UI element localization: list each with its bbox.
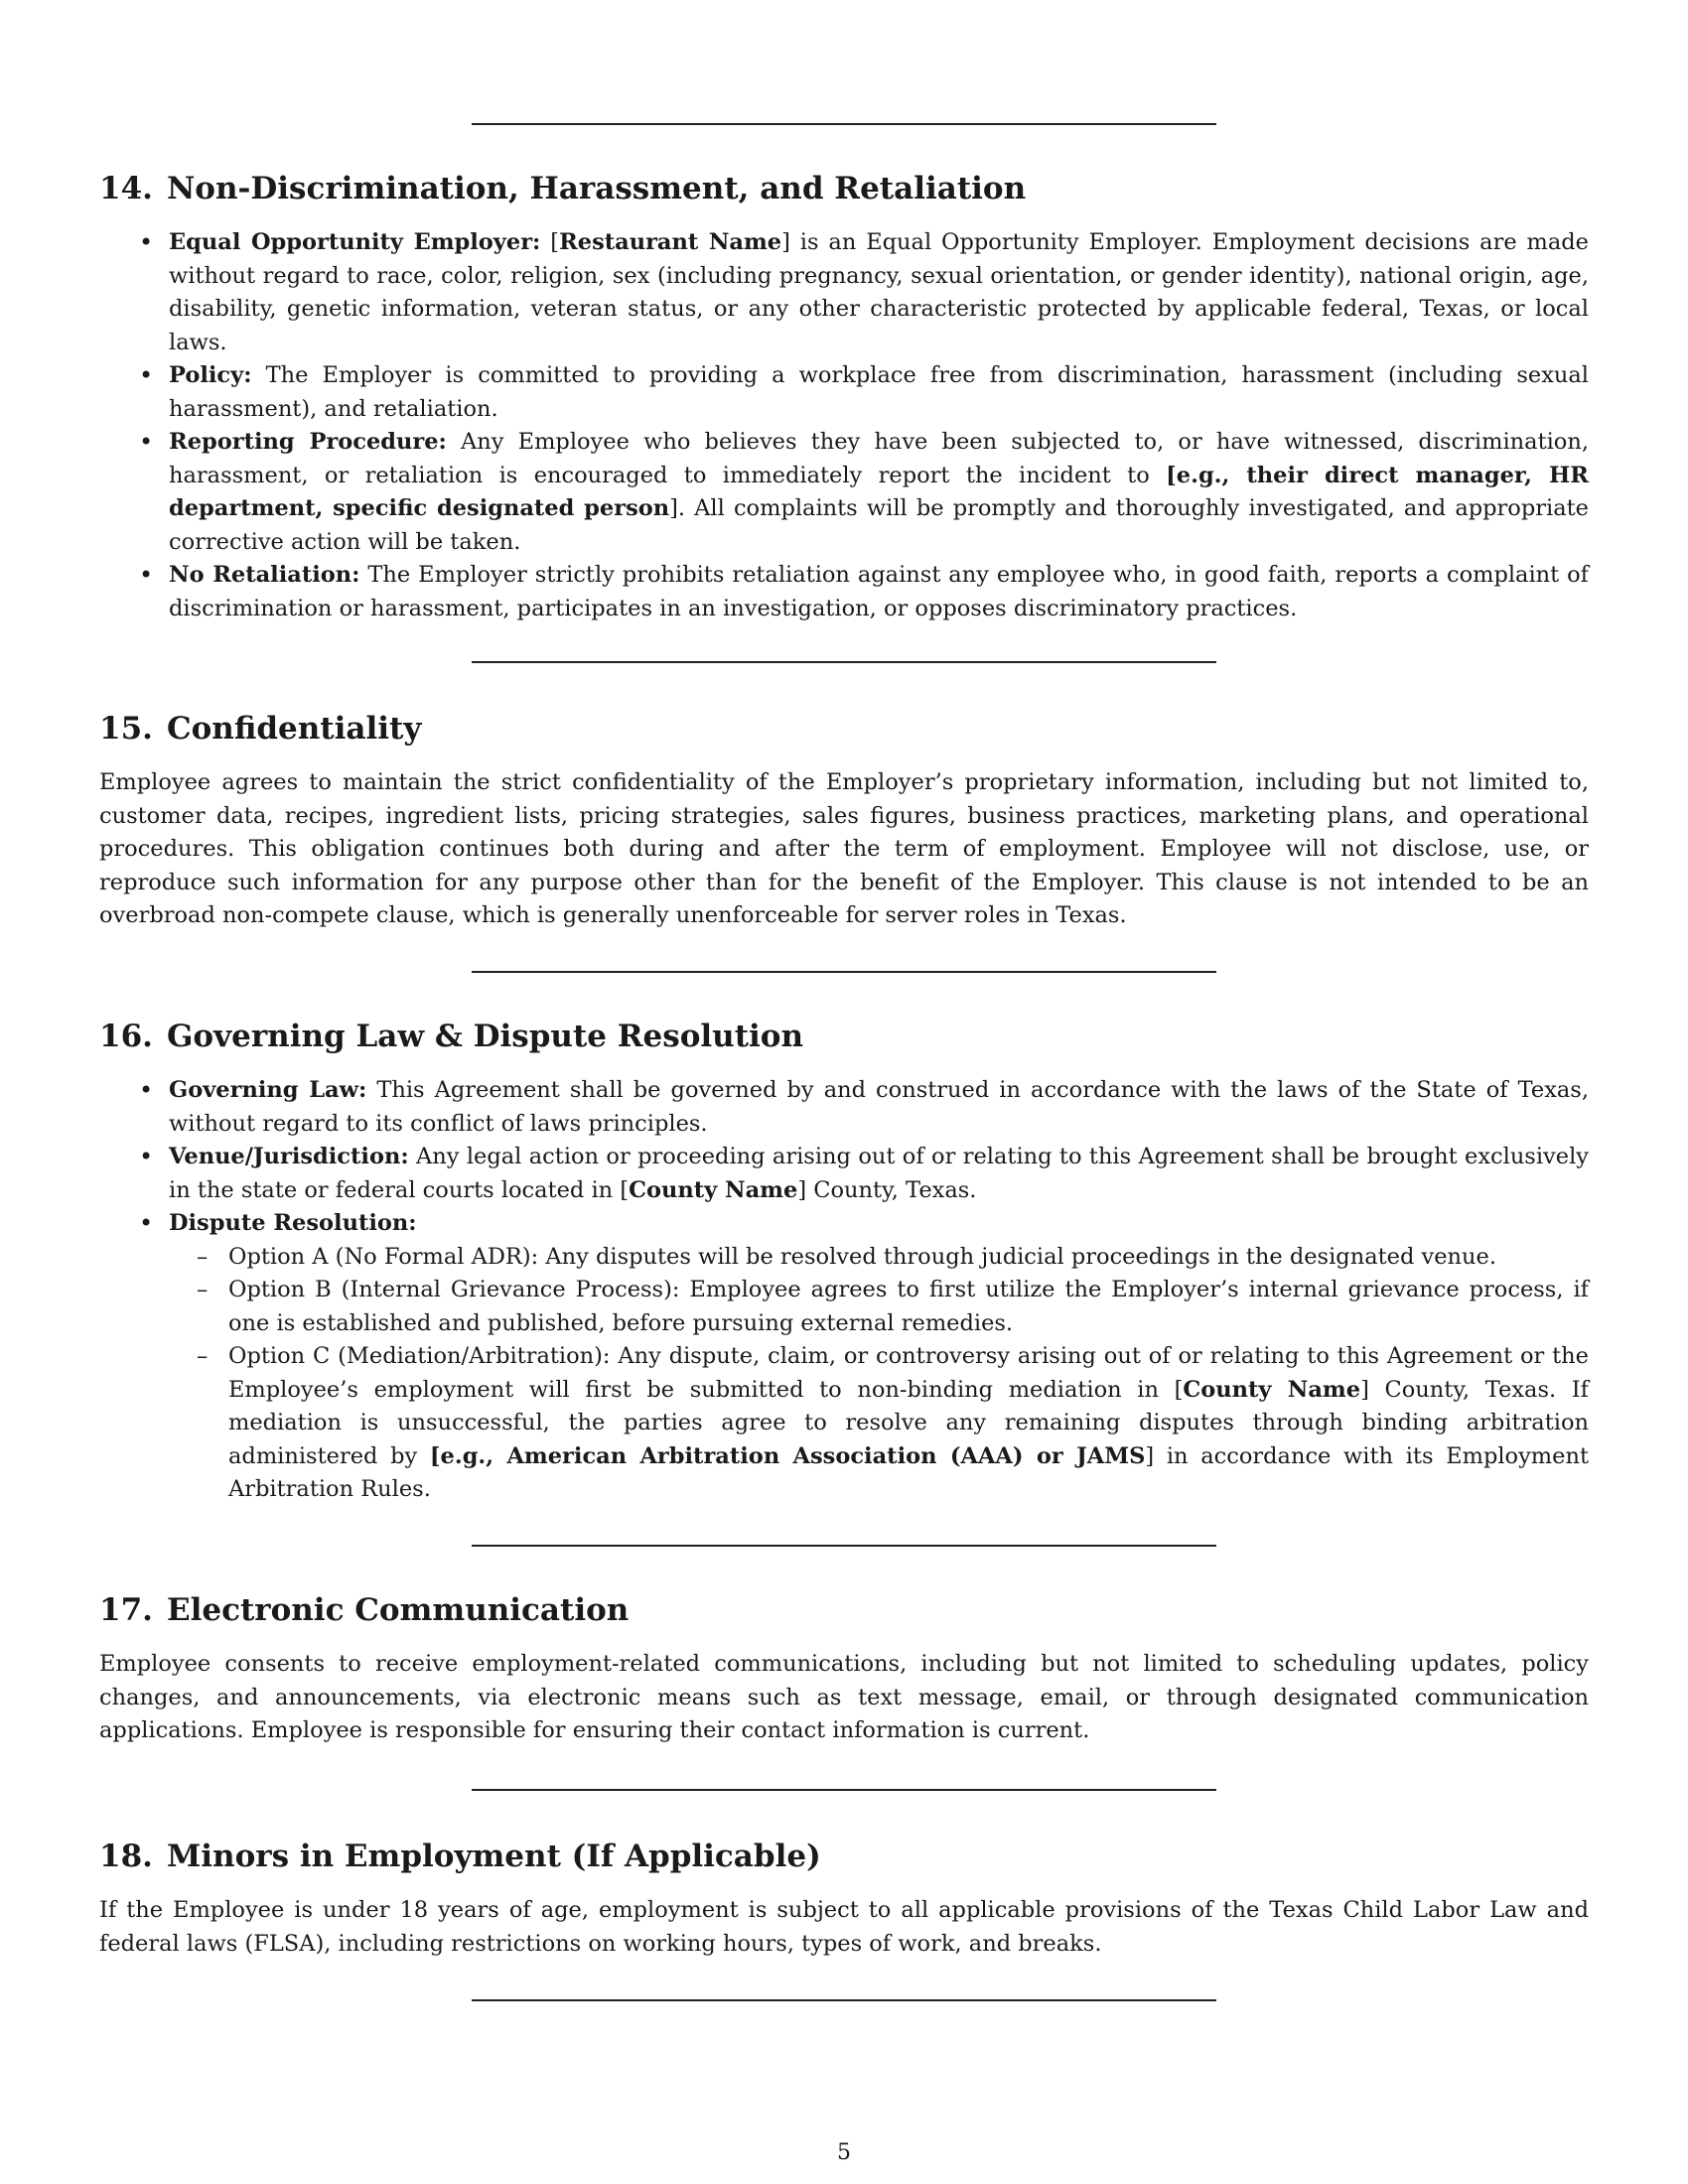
- section-15-heading: 15. Confidentiality: [99, 711, 422, 747]
- page-number: 5: [837, 2140, 851, 2165]
- section-divider: [472, 1999, 1216, 2001]
- section-15-body: Employee agrees to maintain the strict confidentiality of the Employer’s proprietary information, including but not limited to, customer data, recipes, ingredient lists, pricing strategies, sales figures, business practices, marketing plans, and operational procedures. This obligation continues both during and after the term of employment. Employee will not disclose, use, or reproduce such information for any purpose other than for the benefit of the Employer. This clause is not intended to be an overbroad non-compete clause, which is generally unenforceable for server roles in Texas.: [99, 769, 1589, 928]
- list-item: • Equal Opportunity Employer: [Restaurant Name] is an Equal Opportunity Employer. Employment decisions are made without regard to race, color, religion, sex (including pregnancy, sexual orientation, or gender identity), national origin, age, disability, genetic information, veteran status, or any other characteristic protected by applicable federal, Texas, or local laws.: [99, 226, 1589, 359]
- section-divider: [472, 1789, 1216, 1791]
- dispute-options-list: [169, 1241, 1589, 1507]
- section-17: [99, 1590, 1589, 1748]
- section-15: [99, 709, 1589, 933]
- list-item: • No Retaliation: The Employer strictly prohibits retaliation against any employee who, in good faith, reports a complaint of discrimination or harassment, participates in an investigation, or opposes discriminatory practices.: [99, 559, 1589, 625]
- section-18: [99, 1837, 1589, 1961]
- list-item: – Option C (Mediation/Arbitration): Any dispute, claim, or controversy arising out of or relating to this Agreement or the Employee’s employment will first be submitted to non-binding mediation in [County Name] County, Texas. If mediation is unsuccessful, the parties agree to resolve any remaining disputes through binding arbitration administered by [e.g., American Arbitration Association (AAA) or JAMS] in accordance with its Employment Arbitration Rules.: [169, 1340, 1589, 1507]
- section-divider: [472, 971, 1216, 973]
- list-item: – Option A (No Formal ADR): Any disputes will be resolved through judicial proceedings in the designated venue.: [169, 1241, 1589, 1275]
- section-divider: [472, 661, 1216, 663]
- section-16: [99, 1017, 1589, 1507]
- list-item: • Governing Law: This Agreement shall be governed by and construed in accordance with the laws of the State of Texas, without regard to its conflict of laws principles.: [99, 1074, 1589, 1141]
- section-18-heading: 18. Minors in Employment (If Applicable): [99, 1839, 821, 1874]
- section-18-body: If the Employee is under 18 years of age, employment is subject to all applicable provisions of the Texas Child Labor Law and federal laws (FLSA), including restrictions on working hours, types of work, and breaks.: [99, 1897, 1589, 1957]
- section-17-body: Employee consents to receive employment-related communications, including but not limited to scheduling updates, policy changes, and announcements, via electronic means such as text message, email, or through designated communication applications. Employee is responsible for ensuring their contact information is current.: [99, 1651, 1589, 1743]
- section-divider: [472, 1545, 1216, 1547]
- section-14: [99, 169, 1589, 625]
- list-item: • Dispute Resolution: – Option A (No Formal ADR): Any disputes will be resolved through judicial proceedings in the designated venue. – Option B (Internal Grievance Process): Employee agrees to first utilize the Employer’s internal grievance process, if one is established and published, before pursuing external remedies. – Option C (Mediation/Arbitration): Any dispute, claim, or controversy arising out of or relating to this Agreement or the Employee’s employment will first be submitted to non-binding mediation in [County Name] County, Texas. If mediation is unsuccessful, the parties agree to resolve any remaining disputes through binding arbitration administered by [e.g., American Arbitration Association (AAA) or JAMS] in accordance with its Employment Arbitration Rules.: [99, 1207, 1589, 1507]
- section-14-list: [99, 226, 1589, 625]
- section-divider: [472, 123, 1216, 125]
- list-item: • Venue/Jurisdiction: Any legal action or proceeding arising out of or relating to this Agreement shall be brought exclusively in the state or federal courts located in [County Name] County, Texas.: [99, 1141, 1589, 1207]
- section-16-heading: 16. Governing Law & Dispute Resolution: [99, 1019, 804, 1054]
- section-16-list: [99, 1074, 1589, 1507]
- section-17-heading: 17. Electronic Communication: [99, 1592, 630, 1628]
- list-item: • Policy: The Employer is committed to providing a workplace free from discrimination, harassment (including sexual harassment), and retaliation.: [99, 359, 1589, 426]
- section-14-heading: 14. Non-Discrimination, Harassment, and Retaliation: [99, 171, 1027, 206]
- list-item: • Reporting Procedure: Any Employee who believes they have been subjected to, or have witnessed, discrimination, harassment, or retaliation is encouraged to immediately report the incident to [e.g., their direct manager, HR department, specific designated person]. All complaints will be promptly and thoroughly investigated, and appropriate corrective action will be taken.: [99, 426, 1589, 559]
- list-item: – Option B (Internal Grievance Process): Employee agrees to first utilize the Employer’s internal grievance process, if one is established and published, before pursuing external remedies.: [169, 1274, 1589, 1340]
